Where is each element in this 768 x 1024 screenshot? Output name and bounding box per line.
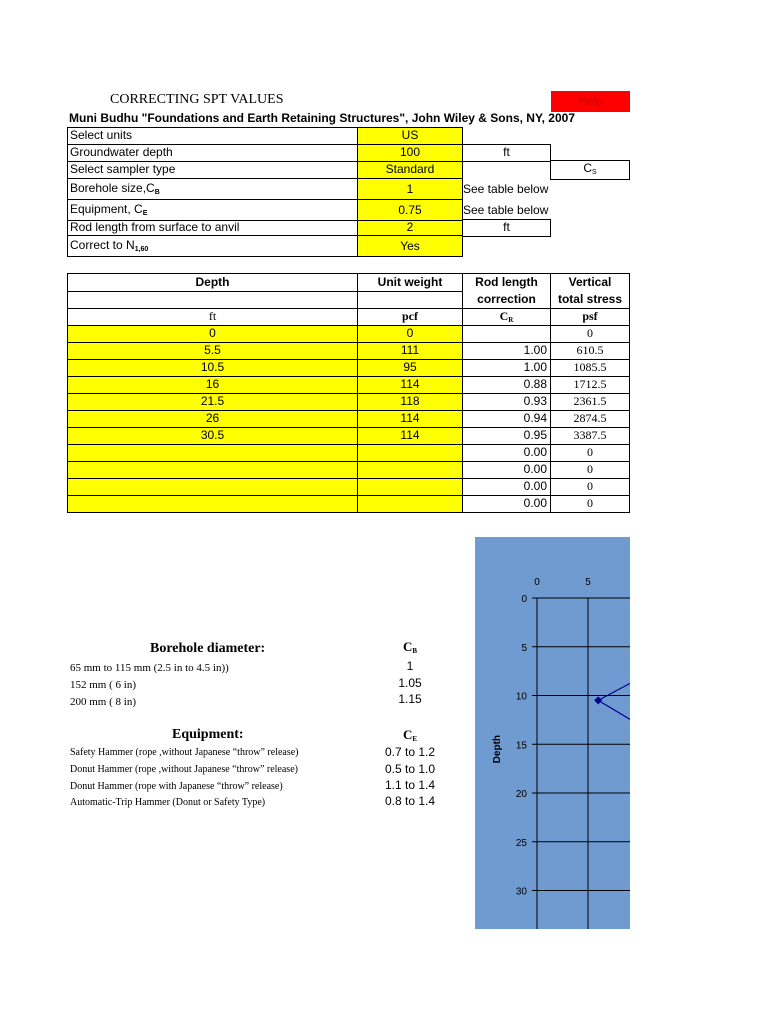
stress-cell: 3387.5 xyxy=(550,427,630,445)
unit-stress: psf xyxy=(550,308,630,326)
stress-cell: 0 xyxy=(550,461,630,479)
stress-cell: 2361.5 xyxy=(550,393,630,411)
header-vertical-stress: Vertical total stress xyxy=(550,273,630,309)
unit-uw: pcf xyxy=(357,308,463,326)
cr-cell: 0.93 xyxy=(462,393,551,411)
y-tick-label: 10 xyxy=(515,691,527,703)
unit-weight-cell[interactable]: 111 xyxy=(357,342,463,360)
unit-weight-cell[interactable] xyxy=(357,495,463,513)
borehole-col-header: $C_B$ xyxy=(402,639,418,655)
cr-cell: 1.00 xyxy=(462,342,551,360)
units-select[interactable]: US xyxy=(357,127,463,145)
stress-cell: 2874.5 xyxy=(550,410,630,428)
stress-cell: 0 xyxy=(550,325,630,343)
help-button[interactable] xyxy=(551,91,630,112)
input-label-borehole: Borehole $size,C_B$ xyxy=(67,178,358,200)
equipment-input[interactable]: 0.75 xyxy=(357,199,463,221)
stress-cell: 0 xyxy=(550,478,630,496)
equipment-col-header: $C_E$ xyxy=(402,727,418,743)
depth-cell[interactable] xyxy=(67,461,358,479)
equipment-title: Equipment: xyxy=(172,727,244,742)
correct-n-select[interactable]: Yes xyxy=(357,235,463,257)
unit-weight-cell[interactable]: 118 xyxy=(357,393,463,411)
equipment-row-value: 0.5 to 1.0 xyxy=(384,762,436,776)
depth-cell[interactable]: 30.5 xyxy=(67,427,358,445)
y-tick-label: 15 xyxy=(515,740,527,752)
x-tick-label: 5 xyxy=(585,577,591,588)
header-unit-weight: Unit weight xyxy=(357,273,463,292)
header-blank-uw xyxy=(357,291,463,309)
sampler-type-select[interactable]: Standard xyxy=(357,161,463,179)
equipment-row-label: Donut Hammer (rope ,without Japanese “throw” release) xyxy=(70,764,298,775)
unit-weight-cell[interactable] xyxy=(357,478,463,496)
input-label-equipment: Equipment, $C_E$ xyxy=(67,199,358,221)
rod-length-input[interactable]: 2 xyxy=(357,220,463,236)
cr-cell: 0.88 xyxy=(462,376,551,394)
depth-cell[interactable] xyxy=(67,495,358,513)
cr-cell: 0.95 xyxy=(462,427,551,445)
reference-line: Muni Budhu "Foundations and Earth Retaining Structures", John Wiley & Sons, NY, 2007 xyxy=(69,111,575,125)
depth-cell[interactable]: 21.5 xyxy=(67,393,358,411)
groundwater-unit: ft xyxy=(462,144,551,162)
input-label-units: Select units xyxy=(67,127,358,145)
depth-cell[interactable]: 16 xyxy=(67,376,358,394)
equipment-row-value: 0.7 to 1.2 xyxy=(384,745,436,759)
borehole-row-label: 200 mm ( 8 in) xyxy=(70,696,136,708)
y-axis-label: Depth xyxy=(492,734,503,764)
input-label-sampler: Select sampler type xyxy=(67,161,358,179)
equipment-row-label: Safety Hammer (rope ,without Japanese “throw” release) xyxy=(70,747,299,758)
input-label-groundwater: Groundwater depth xyxy=(67,144,358,162)
stress-cell: 0 xyxy=(550,444,630,462)
unit-weight-cell[interactable]: 95 xyxy=(357,359,463,377)
page-title: CORRECTING SPT VALUES xyxy=(110,92,284,107)
borehole-row-value: 1 xyxy=(406,659,414,673)
y-tick-label: 25 xyxy=(515,837,527,849)
y-tick-label: 30 xyxy=(515,886,527,898)
rod-length-unit: ft xyxy=(462,219,551,237)
unit-depth: ft xyxy=(67,308,358,326)
cr-cell: 0.94 xyxy=(462,410,551,428)
unit-weight-cell[interactable]: 114 xyxy=(357,376,463,394)
equipment-note: See table below xyxy=(463,203,549,217)
borehole-note: See table below xyxy=(463,182,549,196)
depth-cell[interactable]: 0 xyxy=(67,325,358,343)
unit-weight-cell[interactable]: 0 xyxy=(357,325,463,343)
stress-cell: 1085.5 xyxy=(550,359,630,377)
stress-cell: 0 xyxy=(550,495,630,513)
y-tick-label: 5 xyxy=(521,642,527,654)
y-tick-label: 20 xyxy=(515,789,527,800)
depth-cell[interactable] xyxy=(67,444,358,462)
borehole-row-value: 1.05 xyxy=(398,676,422,690)
chart-background xyxy=(475,537,630,929)
help-button-label: Help xyxy=(578,94,603,108)
unit-weight-cell[interactable] xyxy=(357,461,463,479)
unit-weight-cell[interactable]: 114 xyxy=(357,427,463,445)
cs-cell: $C_S$ xyxy=(550,160,630,180)
input-label-correct-n: Correct to $N_{1,60}$ xyxy=(67,235,358,257)
borehole-row-value: 1.15 xyxy=(398,692,422,706)
stress-cell: 610.5 xyxy=(550,342,630,360)
x-tick-label: 0 xyxy=(534,577,540,588)
equipment-row-value: 0.8 to 1.4 xyxy=(384,794,436,808)
borehole-row-label: 152 mm ( 6 in) xyxy=(70,679,136,691)
stress-cell: 1712.5 xyxy=(550,376,630,394)
borehole-title: Borehole diameter: xyxy=(150,641,266,656)
depth-cell[interactable]: 10.5 xyxy=(67,359,358,377)
depth-cell[interactable] xyxy=(67,478,358,496)
equipment-row-value: 1.1 to 1.4 xyxy=(384,778,436,792)
cr-cell: 0.00 xyxy=(462,461,551,479)
header-blank-depth xyxy=(67,291,358,309)
borehole-row-label: 65 mm to 115 mm (2.5 in to 4.5 in)) xyxy=(70,662,229,674)
depth-chart xyxy=(475,537,630,929)
cr-cell xyxy=(462,325,551,343)
borehole-size-input[interactable]: 1 xyxy=(357,178,463,200)
depth-cell[interactable]: 5.5 xyxy=(67,342,358,360)
cr-cell: 1.00 xyxy=(462,359,551,377)
groundwater-depth-input[interactable]: 100 xyxy=(357,144,463,162)
equipment-row-label: Automatic-Trip Hammer (Donut or Safety Type) xyxy=(70,797,266,808)
header-rod-length: Rod length correction xyxy=(462,273,551,309)
cr-cell: 0.00 xyxy=(462,495,551,513)
unit-weight-cell[interactable] xyxy=(357,444,463,462)
unit-weight-cell[interactable]: 114 xyxy=(357,410,463,428)
unit-cr: $C_R$ xyxy=(462,308,551,326)
depth-cell[interactable]: 26 xyxy=(67,410,358,428)
header-depth: Depth xyxy=(67,273,358,292)
input-label-rod-length: Rod length from surface to anvil xyxy=(67,220,358,236)
equipment-row-label: Donut Hammer (rope with Japanese “throw” release) xyxy=(70,781,283,792)
y-tick-label: 0 xyxy=(521,594,527,605)
cr-cell: 0.00 xyxy=(462,478,551,496)
cr-cell: 0.00 xyxy=(462,444,551,462)
